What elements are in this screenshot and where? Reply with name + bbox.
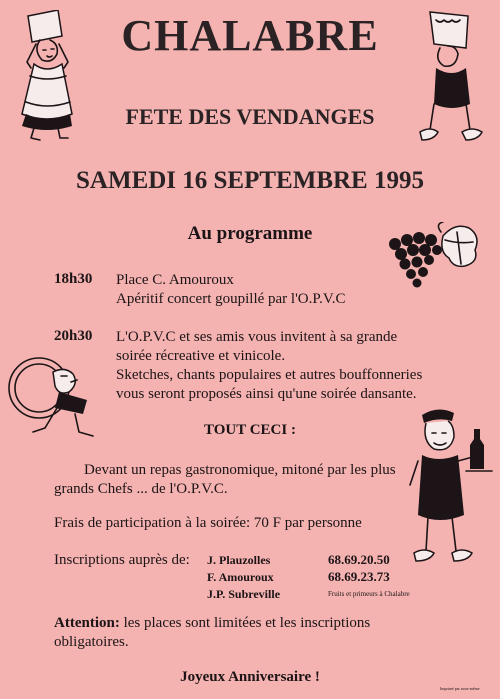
event-line: L'O.P.V.C et ses amis vous invitent à sa grande [116,329,398,345]
program-heading: Au programme [187,223,313,244]
attention-line: obligatoires. [54,634,129,650]
participation-fee: Frais de participation à la soirée: 70 F par personne [54,515,362,531]
attention-label: Attention: [54,615,120,631]
event-line: soirée récreative et vinicole. [116,348,286,364]
event-date: SAMEDI 16 SEPTEMBRE 1995 [76,167,424,194]
contact-phone-1: 68.69.20.50 [328,552,390,567]
closing-wish: Joyeux Anniversaire ! [180,669,320,685]
contact-name-1: J. Plauzolles [207,553,271,567]
event-line: Sketches, chants populaires et autres bouffonneries [116,367,423,383]
contact-phone-2: 68.69.23.73 [328,569,390,584]
inscriptions-label: Inscriptions auprès de: [54,552,190,568]
attention-line: les places sont limitées et les inscriptions [123,615,371,631]
meal-line: grands Chefs ... de l'O.P.V.C. [54,481,228,497]
event-details-1 [116,271,345,309]
event-time-2: 20h30 [54,328,93,344]
event-details-2 [116,328,422,404]
event-time-1: 18h30 [54,271,93,287]
meal-description [54,461,396,499]
event-subtitle: FETE DES VENDANGES [125,104,375,129]
tout-ceci-heading: TOUT CECI : [204,422,296,438]
contact-name-3: J.P. Subreville [207,587,281,601]
meal-line: Devant un repas gastronomique, mitoné par les plus [84,462,396,478]
page-title: CHALABRE [121,11,379,60]
event-line: Apéritif concert goupillé par l'O.P.V.C [116,291,346,307]
event-line: vous seront proposés ainsi qu'une soirée dansante. [116,386,417,402]
contact-note-3: Fruits et primeurs à Chalabre [328,590,410,598]
contact-name-2: F. Amouroux [207,570,274,584]
attention-notice [54,614,394,652]
event-line: Place C. Amouroux [116,272,234,288]
imprint-note: Imprimé par nous-même [440,686,480,691]
